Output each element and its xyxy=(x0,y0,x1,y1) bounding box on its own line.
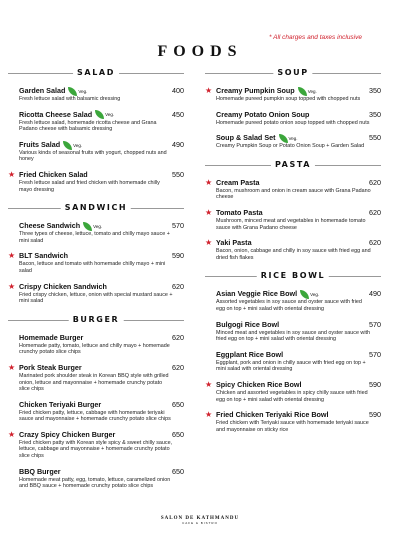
menu-item-name xyxy=(216,109,309,120)
leaf-icon xyxy=(83,222,92,231)
signature-star-icon: ★ xyxy=(205,379,213,389)
menu-item xyxy=(8,362,184,393)
menu-item xyxy=(8,250,184,274)
signature-star-icon: ★ xyxy=(8,169,16,179)
menu-item-name xyxy=(216,409,329,420)
menu-item-price: 650 xyxy=(172,399,184,409)
menu-item-price: 490 xyxy=(369,289,381,299)
section-title: PASTA xyxy=(271,160,315,169)
menu-item-name-text: Cream Pasta xyxy=(216,177,260,187)
brand-tagline: CAFE & BISTRO xyxy=(182,521,218,525)
menu-item xyxy=(205,207,381,231)
menu-item-row xyxy=(8,169,184,180)
menu-item-price: 620 xyxy=(172,362,184,372)
menu-item-name-text: Spicy Chicken Rice Bowl xyxy=(216,379,302,389)
menu-item-description: Marinated pork shoulder steak in Korean BBQ style with grilled onion, lettuce and mayonnaise + homemade crunchy potato slice chips xyxy=(19,372,169,393)
leaf-icon xyxy=(300,290,309,299)
menu-item-row xyxy=(8,250,184,261)
menu-item-price: 590 xyxy=(369,410,381,420)
signature-star-icon: ★ xyxy=(8,362,16,372)
menu-item-description: Homemade meat patty, egg, tomato, lettuce, caramelized onion and BBQ sauce + homemade crunchy potato slice chips xyxy=(19,476,171,490)
menu-item-price: 570 xyxy=(369,349,381,359)
brand-name: SALON DE KATHMANDU xyxy=(160,516,240,521)
menu-item-name-text: Eggplant Rice Bowl xyxy=(216,349,284,359)
menu-item-row xyxy=(8,109,184,120)
signature-star-icon: ★ xyxy=(8,281,16,291)
menu-item-description: Chicken and assorted vegetables in spicy chilly sauce with fried egg on top + mini salad with oriental dressing xyxy=(216,389,368,403)
menu-item xyxy=(205,349,381,373)
menu-item-name-text: BLT Sandwich xyxy=(19,251,68,261)
menu-item-name-text: Fried Chicken Teriyaki Rice Bowl xyxy=(216,410,329,420)
signature-star-icon: ★ xyxy=(205,207,213,217)
menu-item-row xyxy=(205,132,381,143)
menu-item-name xyxy=(19,139,82,151)
menu-item-name-text: Tomato Pasta xyxy=(216,207,263,217)
menu-item-name xyxy=(19,281,107,292)
menu-item-description: Fresh lettuce salad and fried chicken with homemade chilly mayo dressing xyxy=(19,179,160,193)
menu-item-description: Fried chicken with Teriyaki sauce with homemade teriyaki sauce and mayonnaise on sticky rice xyxy=(216,420,369,433)
signature-star-icon: ★ xyxy=(205,410,213,420)
menu-item xyxy=(205,237,381,261)
veg-label: Veg. xyxy=(78,88,88,94)
menu-item xyxy=(205,177,381,201)
menu-item-name-text: Bulgogi Rice Bowl xyxy=(216,319,280,329)
menu-item-row xyxy=(8,139,184,150)
menu-item-name xyxy=(216,237,252,248)
menu-item-name xyxy=(19,332,83,343)
menu-item-description: Fresh lettuce salad with balsamic dressing xyxy=(19,96,121,102)
veg-badge xyxy=(95,109,114,121)
menu-item-price: 620 xyxy=(369,177,381,187)
veg-badge xyxy=(298,85,317,97)
menu-item-name-text: Soup & Salad Set xyxy=(216,133,276,143)
left-column xyxy=(8,68,184,500)
menu-item-name xyxy=(216,319,279,330)
menu-item-row xyxy=(205,409,381,420)
menu-item-price: 590 xyxy=(369,379,381,389)
menu-item-name-text: Crazy Spicy Chicken Burger xyxy=(19,429,116,439)
signature-star-icon: ★ xyxy=(8,251,16,261)
menu-item-name-text: Creamy Potato Onion Soup xyxy=(216,109,310,119)
menu-item-name xyxy=(216,288,319,300)
menu-item-row xyxy=(205,85,381,96)
leaf-icon xyxy=(298,87,307,96)
menu-item-description: Homemade pureed potato onion soup topped with chopped nuts xyxy=(216,119,370,126)
menu-item-name-text: Cheese Sandwich xyxy=(19,221,81,231)
veg-badge xyxy=(63,139,82,151)
menu-item xyxy=(205,288,381,312)
menu-item-description: Fried crispy chicken, lettuce, onion with special mustard sauce + mini salad xyxy=(19,291,173,305)
menu-item-price: 570 xyxy=(369,319,381,329)
section-title: RICE BOWL xyxy=(257,271,329,280)
menu-item-name xyxy=(19,399,101,410)
menu-item-description: Fresh lettuce salad, homemade ricotta cheese and Grana Padano cheese with balsamic dressing xyxy=(19,119,157,133)
menu-item-price: 620 xyxy=(172,332,184,342)
menu-item-description: Three types of cheese, lettuce, tomato and chilly mayo sauce + mini salad xyxy=(19,231,170,244)
section-title: BURGER xyxy=(69,315,124,324)
menu-item-price: 650 xyxy=(172,466,184,476)
menu-item-row xyxy=(205,319,381,330)
menu-item xyxy=(8,85,184,103)
menu-item xyxy=(205,379,381,403)
section-header-pasta xyxy=(205,160,381,171)
menu-item-row xyxy=(205,288,381,299)
menu-item-row xyxy=(205,237,381,248)
leaf-icon xyxy=(63,141,72,150)
menu-item-name-text: Creamy Pumpkin Soup xyxy=(216,86,295,95)
signature-star-icon: ★ xyxy=(205,177,213,187)
menu-item xyxy=(8,109,184,133)
menu-item xyxy=(205,109,381,127)
leaf-icon xyxy=(68,87,77,96)
footer-logo xyxy=(0,516,400,525)
menu-item-name xyxy=(19,250,68,261)
menu-item-price: 490 xyxy=(172,139,184,149)
menu-item-name-text: Fruits Salad xyxy=(19,139,61,149)
menu-item-name-text: Ricotta Cheese Salad xyxy=(19,109,93,119)
menu-item xyxy=(205,85,381,103)
menu-item-price: 590 xyxy=(172,251,184,261)
menu-item-row xyxy=(8,220,184,231)
menu-item xyxy=(8,399,184,423)
section-title: SOUP xyxy=(273,68,312,77)
menu-item-row xyxy=(205,349,381,360)
right-column xyxy=(205,68,381,443)
menu-item-name xyxy=(19,109,114,121)
menu-item-price: 400 xyxy=(172,86,184,95)
menu-item-row xyxy=(205,109,381,120)
menu-item-name xyxy=(216,379,301,390)
menu-item-name xyxy=(216,207,263,218)
menu-item-name-text: Crispy Chicken Sandwich xyxy=(19,281,107,291)
menu-item-description: Bacon, onion, cabbage and chilly in soy sauce with fried egg and dried fish flakes xyxy=(216,248,371,261)
menu-item-description: Creamy Pumpkin Soup or Potato Onion Soup + Garden Salad xyxy=(216,143,365,150)
menu-item-name xyxy=(19,85,87,97)
menu-item-name-text: Fried Chicken Salad xyxy=(19,169,88,179)
menu-item-row xyxy=(8,85,184,96)
menu-item xyxy=(8,429,184,460)
menu-item-price: 620 xyxy=(172,281,184,291)
veg-label: Veg. xyxy=(93,224,103,230)
menu-item-name xyxy=(19,220,102,232)
menu-item-row xyxy=(8,399,184,410)
tax-note: * All charges and taxes inclusive xyxy=(269,34,362,41)
signature-star-icon: ★ xyxy=(8,429,16,439)
menu-item-name xyxy=(216,85,317,97)
menu-item-price: 650 xyxy=(172,429,184,439)
menu-item xyxy=(8,220,184,244)
menu-item-name xyxy=(19,429,115,440)
menu-item-name-text: BBQ Burger xyxy=(19,466,61,476)
menu-item xyxy=(205,409,381,433)
menu-item-description: Bacon, lettuce and tomato with homemade chilly mayo + mini salad xyxy=(19,261,166,274)
menu-item-description: Mushroom, minced meat and vegetables in homemade tomato sauce with Grana Padano cheese xyxy=(216,217,366,231)
veg-badge xyxy=(300,289,319,301)
menu-item-price: 350 xyxy=(369,86,381,95)
leaf-icon xyxy=(279,134,288,143)
menu-item-name xyxy=(19,466,61,477)
menu-item-name-text: Garden Salad xyxy=(19,86,66,95)
menu-item-price: 450 xyxy=(172,109,184,119)
veg-label: Veg. xyxy=(310,292,320,298)
menu-item-name-text: Asian Veggie Rice Bowl xyxy=(216,289,298,299)
menu-item-price: 620 xyxy=(369,238,381,248)
menu-item-row xyxy=(8,429,184,440)
menu-item-description: Fried chicken patty with Korean style spicy & sweet chilly sauce, lettuce, cabbage and mayonnaise + homemade crunchy potato slice chips xyxy=(19,439,173,460)
menu-item xyxy=(205,319,381,343)
section-title: SANDWICH xyxy=(61,203,131,212)
menu-item-name xyxy=(216,177,260,188)
menu-item-row xyxy=(8,466,184,477)
menu-item-price: 620 xyxy=(369,207,381,217)
menu-item-row xyxy=(8,362,184,373)
veg-badge xyxy=(68,85,87,97)
menu-item-description: Homemade pureed pumpkin soup topped with chopped nuts xyxy=(216,96,361,102)
section-header-salad xyxy=(8,68,184,79)
menu-item xyxy=(8,281,184,305)
menu-item-name xyxy=(19,362,82,373)
menu-item-description: Homemade patty, tomato, lettuce and chilly mayo + homemade crunchy potato slice chips xyxy=(19,342,170,356)
veg-badge xyxy=(83,220,102,232)
menu-item-name-text: Homemade Burger xyxy=(19,332,84,342)
signature-star-icon: ★ xyxy=(205,86,213,95)
menu-item-name-text: Pork Steak Burger xyxy=(19,362,82,372)
menu-item xyxy=(205,132,381,150)
veg-label: Veg. xyxy=(105,112,115,118)
leaf-icon xyxy=(95,110,104,119)
section-header-rice-bowl xyxy=(205,271,381,282)
menu-item-row xyxy=(8,281,184,292)
menu-item-description: Minced meat and vegetables in soy sauce and oyster sauce with fried egg on top + mini salad with oriental dressing xyxy=(216,329,371,343)
section-title: SALAD xyxy=(73,68,119,77)
menu-item-name xyxy=(216,349,283,360)
menu-item-name xyxy=(19,169,88,180)
menu-item-row xyxy=(8,332,184,343)
menu-item-name xyxy=(216,132,298,144)
menu-item-name-text: Yaki Pasta xyxy=(216,238,252,248)
menu-item xyxy=(8,169,184,193)
veg-label: Veg. xyxy=(73,142,83,148)
menu-item xyxy=(8,332,184,356)
page-title: FOODS xyxy=(157,43,243,60)
menu-item-price: 550 xyxy=(172,169,184,179)
menu-item xyxy=(8,466,184,490)
menu-item-row xyxy=(205,379,381,390)
menu-item-price: 550 xyxy=(369,133,381,143)
section-header-sandwich xyxy=(8,203,184,214)
menu-item-price: 350 xyxy=(369,109,381,119)
menu-item-row xyxy=(205,177,381,188)
menu-item xyxy=(8,139,184,163)
menu-item-description: Eggplant, pork and onion in chilly sauce with fried egg on top + mini salad with oriental dressing xyxy=(216,359,366,373)
veg-badge xyxy=(279,132,298,144)
signature-star-icon: ★ xyxy=(205,238,213,248)
menu-item-row xyxy=(205,207,381,218)
menu-item-description: Assorted vegetables in soy sauce and oyster sauce with fried egg on top + mini salad with oriental dressing xyxy=(216,299,362,312)
veg-label: Veg. xyxy=(307,88,317,94)
menu-item-description: Fried chicken patty, lettuce, cabbage with homemade teriyaki sauce and mayonnaise + homemade crunchy potato slice chips xyxy=(19,409,171,423)
menu-item-price: 570 xyxy=(172,221,184,231)
section-header-soup xyxy=(205,68,381,79)
section-header-burger xyxy=(8,315,184,326)
menu-item-description: Bacon, mushroom and onion in cream sauce with Grana Padano cheese xyxy=(216,187,371,201)
veg-label: Veg. xyxy=(288,136,298,142)
menu-item-description: Various kinds of seasonal fruits with yogurt, chopped nuts and honey xyxy=(19,149,167,163)
menu-item-name-text: Chicken Teriyaki Burger xyxy=(19,399,102,409)
